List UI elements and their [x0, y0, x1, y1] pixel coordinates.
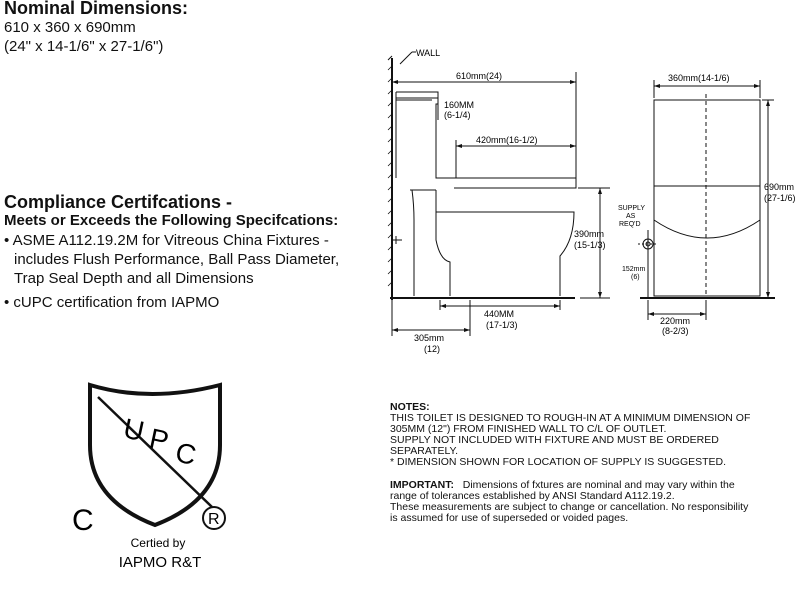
dim-height: 690mm: [764, 182, 795, 192]
dim-base-length-in: (17-1/3): [486, 320, 518, 330]
supply-label-2: AS: [626, 213, 636, 220]
logo-certified-by: Certied by: [130, 536, 186, 550]
logo-org: IAPMO R&T: [118, 554, 202, 571]
dim-rough-in: 305mm: [414, 333, 445, 343]
dim-supply-offset: 220mm: [660, 316, 691, 326]
dim-height-in: (27-1/6): [764, 193, 796, 203]
important-line: range of tolerances established by ANSI Standard A112.19.2.: [390, 490, 675, 502]
nominal-dimensions-title: Nominal Dimensions:: [4, 0, 189, 18]
dim-base-length: 440MM: [484, 309, 515, 319]
notes-line: SEPARATELY.: [390, 445, 459, 457]
dim-width: 360mm(14-1/6): [668, 73, 730, 83]
bullet-line: • ASME A112.19.2M for Vitreous China Fixtures -: [4, 232, 329, 249]
upc-logo: [60, 375, 250, 575]
important-text: Dimensions of fxtures are nominal and may vary within the: [462, 479, 735, 491]
side-view: [388, 52, 610, 336]
logo-letter-c: C: [172, 436, 199, 472]
important-line: is assumed for use of superseded or voided pages.: [390, 512, 629, 524]
logo-c-mark: C: [72, 504, 94, 537]
bullet-line: includes Flush Performance, Ball Pass Diameter,: [14, 251, 340, 268]
front-dimension-arrows: [648, 84, 770, 316]
bullet-line: Trap Seal Depth and all Dimensions: [14, 270, 254, 287]
dim-seat-height-in: (15-1/3): [574, 240, 606, 250]
supply-label-1: SUPPLY: [618, 205, 646, 212]
bullet-line: • cUPC certification from IAPMO: [4, 294, 220, 311]
shield-icon: [90, 385, 220, 525]
dimension-arrows: [392, 80, 605, 332]
supply-label-3: REQ'D: [619, 221, 641, 228]
notes-block: [390, 402, 790, 524]
dim-tank-depth-in: (6-1/4): [444, 110, 471, 120]
dim-overall-depth: 610mm(24): [456, 71, 503, 81]
logo-registered: R: [208, 511, 220, 528]
nominal-imperial: (24" x 14-1/6" x 27-1/6"): [4, 38, 164, 55]
nominal-metric: 610 x 360 x 690mm: [4, 19, 136, 36]
important-line: These measurements are subject to change or cancellation. No responsibility: [390, 501, 749, 513]
dim-supply-offset-in: (8-2/3): [662, 326, 689, 336]
logo-letter-p: P: [146, 422, 172, 457]
notes-line: SUPPLY NOT INCLUDED WITH FIXTURE AND MUST BE ORDERED: [390, 434, 719, 446]
dim-rough-in-in: (12): [424, 344, 441, 354]
dim-supply-height: 152mm: [622, 266, 646, 273]
notes-line: THIS TOILET IS DESIGNED TO ROUGH-IN AT A MINIMUM DIMENSION OF: [390, 412, 751, 424]
dim-supply-height-in: (6): [631, 274, 640, 281]
notes-heading: NOTES:: [390, 401, 430, 413]
dim-tank-depth: 160MM: [444, 100, 475, 110]
compliance-title: Compliance Certifcations -: [4, 192, 233, 212]
wall-label: WALL: [416, 48, 441, 58]
front-view: [638, 80, 775, 320]
notes-line: * DIMENSION SHOWN FOR LOCATION OF SUPPLY IS SUGGESTED.: [390, 456, 727, 468]
important-label: IMPORTANT:: [390, 479, 454, 491]
dim-seat-height: 390mm: [574, 229, 605, 239]
dim-bowl-length: 420mm(16-1/2): [476, 135, 538, 145]
logo-letter-u: U: [120, 412, 147, 448]
notes-line: 305MM (12") FROM FINISHED WALL TO C/L OF OUTLET.: [390, 423, 667, 435]
compliance-subtitle: Meets or Exceeds the Following Specifcations:: [4, 212, 339, 229]
